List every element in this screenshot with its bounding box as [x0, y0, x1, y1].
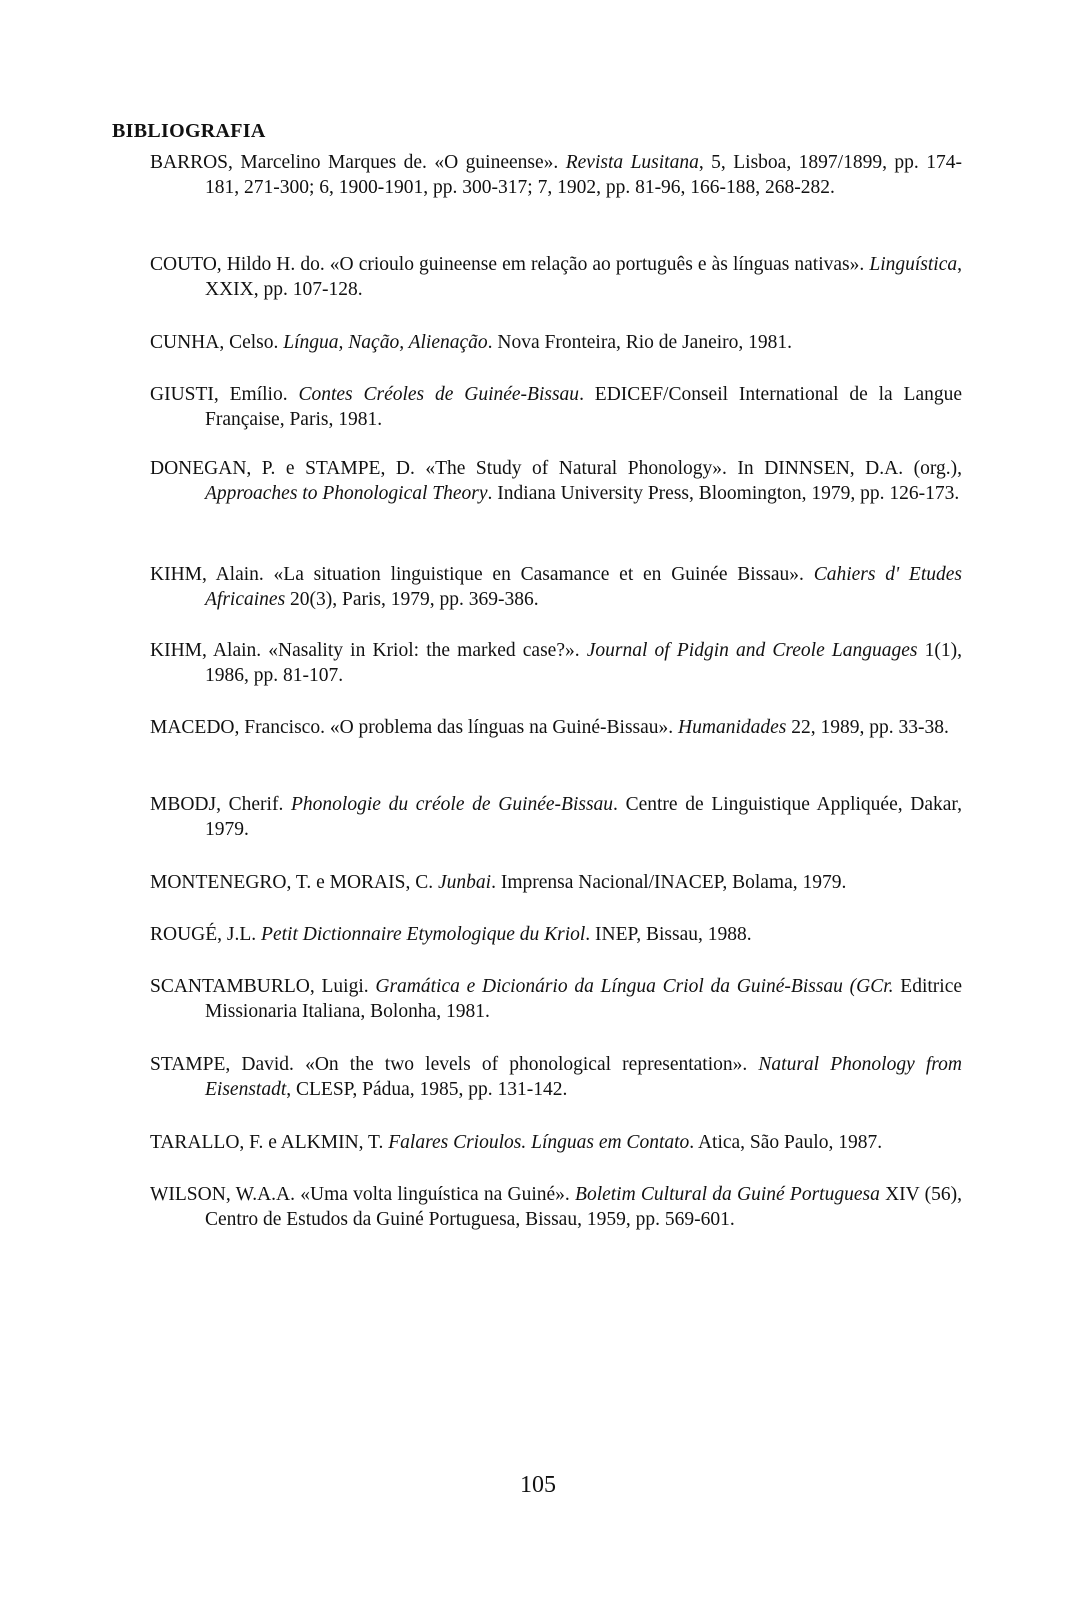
entry-title-italic: Junbai — [438, 872, 492, 893]
bibliography-entry — [150, 715, 962, 740]
entry-text: GIUSTI, Emílio. — [150, 384, 299, 405]
bibliography-entry — [150, 1052, 962, 1102]
entry-text: BARROS, Marcelino Marques de. «O guineense». — [150, 152, 566, 173]
bibliography-entry — [150, 330, 962, 355]
bibliography-entry — [150, 870, 962, 895]
entry-title-italic: Cahiers d' Etudes Africaines — [205, 564, 963, 610]
bibliography-entry — [150, 638, 962, 688]
entry-text: WILSON, W.A.A. «Uma volta linguística na Guiné». — [150, 1184, 576, 1205]
entry-text: KIHM, Alain. «La situation linguistique en Casamance et en Guinée Bissau». — [150, 564, 814, 585]
entry-text: KIHM, Alain. «Nasality in Kriol: the marked case?». — [150, 640, 587, 661]
bibliography-entry — [150, 456, 962, 506]
entry-text: . Nova Fronteira, Rio de Janeiro, 1981. — [487, 332, 793, 353]
entry-text: . INEP, Bissau, 1988. — [585, 924, 752, 945]
entry-title-italic: Linguística — [869, 254, 958, 275]
entry-text: DONEGAN, P. e STAMPE, D. «The Study of Natural Phonology». In DINNSEN, D.A. (org.), — [150, 458, 962, 479]
entry-text: COUTO, Hildo H. do. «O crioulo guineense em relação ao português e às línguas nativas». — [150, 254, 870, 275]
entry-title-italic: Boletim Cultural da Guiné Portuguesa — [575, 1184, 880, 1205]
entry-text: 20(3), Paris, 1979, pp. 369-386. — [285, 589, 539, 610]
entry-title-italic: Falares Crioulos. Línguas em Contato — [388, 1132, 690, 1153]
bibliography-entry — [150, 974, 962, 1024]
entry-text: , 5, Lisboa, 1897/1899, pp. 174-181, 271-300; 6, 1900-1901, pp. 300-317; 7, 1902, pp. 81-96, 166-188, 268-282. — [205, 152, 962, 198]
entry-text: CUNHA, Celso. — [150, 332, 284, 353]
entry-text: ROUGÉ, J.L. — [150, 924, 262, 945]
entry-text: , CLESP, Pádua, 1985, pp. 131-142. — [286, 1079, 568, 1100]
entry-text: . Atica, São Paulo, 1987. — [689, 1132, 883, 1153]
entry-text: STAMPE, David. «On the two levels of phonological representation». — [150, 1054, 759, 1075]
entry-title-italic: Humanidades — [678, 717, 787, 738]
bibliography-entry — [150, 252, 962, 302]
entry-title-italic: Phonologie du créole de Guinée-Bissau — [291, 794, 614, 815]
page-number: 105 — [520, 1472, 556, 1498]
entry-text: . EDICEF/Conseil International de la Langue Française, Paris, 1981. — [205, 384, 963, 430]
entry-title-italic: Contes Créoles de Guinée-Bissau — [298, 384, 580, 405]
bibliography-entry — [150, 792, 962, 842]
bibliography-entry — [150, 1130, 962, 1155]
bibliography-entry — [150, 922, 962, 947]
entry-text: . Indiana University Press, Bloomington, 1979, pp. 126-173. — [487, 483, 960, 504]
entry-title-italic: Journal of Pidgin and Creole Languages — [586, 640, 918, 661]
entry-title-italic: Língua, Nação, Alienação — [283, 332, 488, 353]
entry-title-italic: Gramática e Dicionário da Língua Criol da Guiné-Bissau (GCr. — [375, 976, 894, 997]
entry-text: SCANTAMBURLO, Luigi. — [150, 976, 376, 997]
entry-title-italic: Petit Dictionnaire Etymologique du Kriol — [261, 924, 586, 945]
entry-text: MBODJ, Cherif. — [150, 794, 292, 815]
section-heading: BIBLIOGRAFIA — [112, 120, 266, 142]
bibliography-entry — [150, 562, 962, 612]
entry-text: MACEDO, Francisco. «O problema das línguas na Guiné-Bissau». — [150, 717, 679, 738]
entry-title-italic: Revista Lusitana — [565, 152, 699, 173]
entry-title-italic: Natural Phonology from Eisenstadt — [205, 1054, 962, 1100]
entry-text: , XXIX, pp. 107-128. — [205, 254, 962, 300]
bibliography-entry — [150, 1182, 962, 1232]
entry-text: . Centre de Linguistique Appliquée, Dakar, 1979. — [205, 794, 962, 840]
entry-text: MONTENEGRO, T. e MORAIS, C. — [150, 872, 438, 893]
entry-text: 22, 1989, pp. 33-38. — [786, 717, 949, 738]
bibliography-entry — [150, 150, 962, 200]
entry-text: Editrice Missionaria Italiana, Bolonha, 1981. — [205, 976, 963, 1022]
entry-text: 1(1), 1986, pp. 81-107. — [205, 640, 962, 686]
entry-text: . Imprensa Nacional/INACEP, Bolama, 1979. — [491, 872, 847, 893]
entry-title-italic: Approaches to Phonological Theory — [205, 483, 488, 504]
entry-text: TARALLO, F. e ALKMIN, T. — [150, 1132, 389, 1153]
entry-text: XIV (56), Centro de Estudos da Guiné Portuguesa, Bissau, 1959, pp. 569-601. — [205, 1184, 962, 1230]
bibliography-entry — [150, 382, 962, 432]
